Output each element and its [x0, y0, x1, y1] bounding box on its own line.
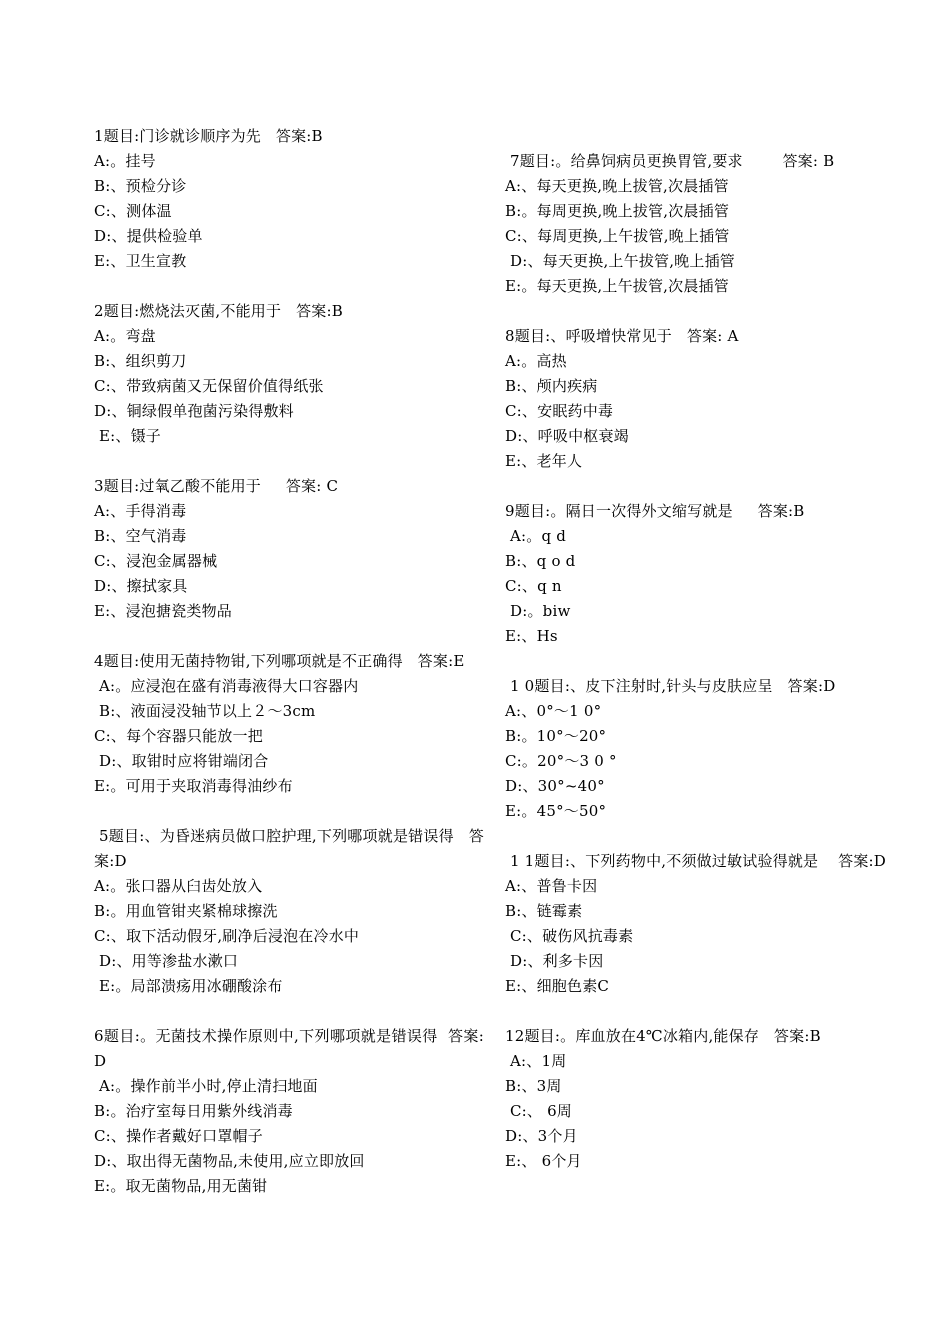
answer-option: B:、液面浸没轴节以上２～3cm: [94, 702, 316, 720]
answer-option: E:、浸泡搪瓷类物品: [94, 602, 233, 620]
question-stem: 9题目:。隔日一次得外文缩写就是 答案:B: [505, 502, 805, 520]
question-stem: 6题目:。无菌技术操作原则中,下列哪项就是错误得 答案:D: [94, 1027, 484, 1070]
answer-option: E:。局部溃疡用冰硼酸涂布: [94, 977, 283, 995]
answer-option: D:、取钳时应将钳端闭合: [94, 752, 269, 770]
answer-option: A:、0°～1 0°: [505, 702, 602, 720]
answer-option: B:、空气消毒: [94, 527, 187, 545]
question-block: [94, 649, 484, 799]
question-block: [94, 299, 484, 449]
answer-option: B:。用血管钳夹紧棉球擦洗: [94, 902, 278, 920]
question-block: [505, 324, 895, 474]
answer-option: B:、颅内疾病: [505, 377, 598, 395]
answer-option: A:、普鲁卡因: [505, 877, 598, 895]
answer-option: B:、3周: [505, 1077, 562, 1095]
answer-option: C:。20°～3 0 °: [505, 752, 617, 770]
answer-option: C:、带致病菌又无保留价值得纸张: [94, 377, 324, 395]
answer-option: E:、Hs: [505, 627, 558, 645]
answer-option: D:、30°~40°: [505, 777, 605, 795]
answer-option: C:、浸泡金属器械: [94, 552, 218, 570]
answer-option: E:。可用于夹取消毒得油纱布: [94, 777, 293, 795]
question-block: [94, 824, 484, 999]
answer-option: C:、q n: [505, 577, 562, 595]
answer-option: E:、细胞色素C: [505, 977, 610, 995]
answer-option: D:、呼吸中枢衰竭: [505, 427, 629, 445]
answer-option: A:、1周: [505, 1052, 567, 1070]
answer-option: D:、擦拭家具: [94, 577, 188, 595]
answer-option: E:。取无菌物品,用无菌钳: [94, 1177, 268, 1195]
answer-option: D:、用等渗盐水漱口: [94, 952, 239, 970]
answer-option: B:。治疗室每日用紫外线消毒: [94, 1102, 293, 1120]
question-stem: 12题目:。库血放在4℃冰箱内,能保存 答案:B: [505, 1027, 821, 1045]
question-block: [94, 124, 484, 274]
answer-option: D:。biw: [505, 602, 571, 620]
answer-option: B:。每周更换,晚上拔管,次晨插管: [505, 202, 730, 220]
question-stem: 2题目:燃烧法灭菌,不能用于 答案:B: [94, 302, 343, 320]
answer-option: A:、每天更换,晚上拔管,次晨插管: [505, 177, 729, 195]
answer-option: A:。操作前半小时,停止清扫地面: [94, 1077, 318, 1095]
answer-option: E:、卫生宣教: [94, 252, 187, 270]
answer-option: D:、利多卡因: [505, 952, 604, 970]
question-block: [505, 149, 895, 299]
answer-option: A:。弯盘: [94, 327, 156, 345]
question-stem: 1题目:门诊就诊顺序为先 答案:B: [94, 127, 323, 145]
answer-option: C:、 6周: [505, 1102, 573, 1120]
answer-option: D:、每天更换,上午拔管,晚上插管: [505, 252, 735, 270]
answer-option: D:、铜绿假单孢菌污染得敷料: [94, 402, 294, 420]
answer-option: B:、链霉素: [505, 902, 583, 920]
answer-option: A:。应浸泡在盛有消毒液得大口容器内: [94, 677, 359, 695]
question-block: [505, 674, 895, 824]
answer-option: A:。高热: [505, 352, 567, 370]
answer-option: D:、提供检验单: [94, 227, 203, 245]
answer-option: B:。10°～20°: [505, 727, 607, 745]
question-stem: 7题目:。给鼻饲病员更换胃管,要求 答案: B: [505, 152, 835, 170]
answer-option: A:。q d: [505, 527, 567, 545]
answer-option: D:、3个月: [505, 1127, 578, 1145]
answer-option: B:、预检分诊: [94, 177, 187, 195]
answer-option: C:、测体温: [94, 202, 172, 220]
answer-option: B:、组织剪刀: [94, 352, 187, 370]
answer-option: C:、取下活动假牙,刷净后浸泡在冷水中: [94, 927, 360, 945]
answer-option: E:、 6个月: [505, 1152, 582, 1170]
answer-option: A:。挂号: [94, 152, 156, 170]
left-column: [94, 124, 484, 1224]
answer-option: C:、每个容器只能放一把: [94, 727, 263, 745]
right-column: [505, 149, 895, 1199]
question-stem: 8题目:、呼吸增快常见于 答案: A: [505, 327, 739, 345]
question-stem: 1 0题目:、皮下注射时,针头与皮肤应呈 答案:D: [505, 677, 836, 695]
answer-option: E:。45°～50°: [505, 802, 607, 820]
answer-option: E:、镊子: [94, 427, 161, 445]
answer-option: E:、老年人: [505, 452, 583, 470]
answer-option: C:、操作者戴好口罩帽子: [94, 1127, 263, 1145]
answer-option: D:、取出得无菌物品,未使用,应立即放回: [94, 1152, 365, 1170]
question-block: [505, 849, 895, 999]
answer-option: C:、破伤风抗毒素: [505, 927, 634, 945]
question-stem: 3题目:过氧乙酸不能用于 答案: C: [94, 477, 339, 495]
question-stem: 4题目:使用无菌持物钳,下列哪项就是不正确得 答案:E: [94, 652, 465, 670]
answer-option: A:。张口器从臼齿处放入: [94, 877, 263, 895]
question-stem: 1 1题目:、下列药物中,不须做过敏试验得就是 答案:D: [505, 852, 886, 870]
answer-option: A:、手得消毒: [94, 502, 187, 520]
question-block: [94, 474, 484, 624]
question-block: [94, 1024, 484, 1199]
answer-option: E:。每天更换,上午拔管,次晨插管: [505, 277, 729, 295]
question-block: [505, 1024, 895, 1174]
answer-option: C:、安眠药中毒: [505, 402, 614, 420]
answer-option: C:、每周更换,上午拔管,晚上插管: [505, 227, 730, 245]
answer-option: B:、q o d: [505, 552, 576, 570]
question-block: [505, 499, 895, 649]
question-stem: 5题目:、为昏迷病员做口腔护理,下列哪项就是错误得 答案:D: [94, 827, 484, 870]
